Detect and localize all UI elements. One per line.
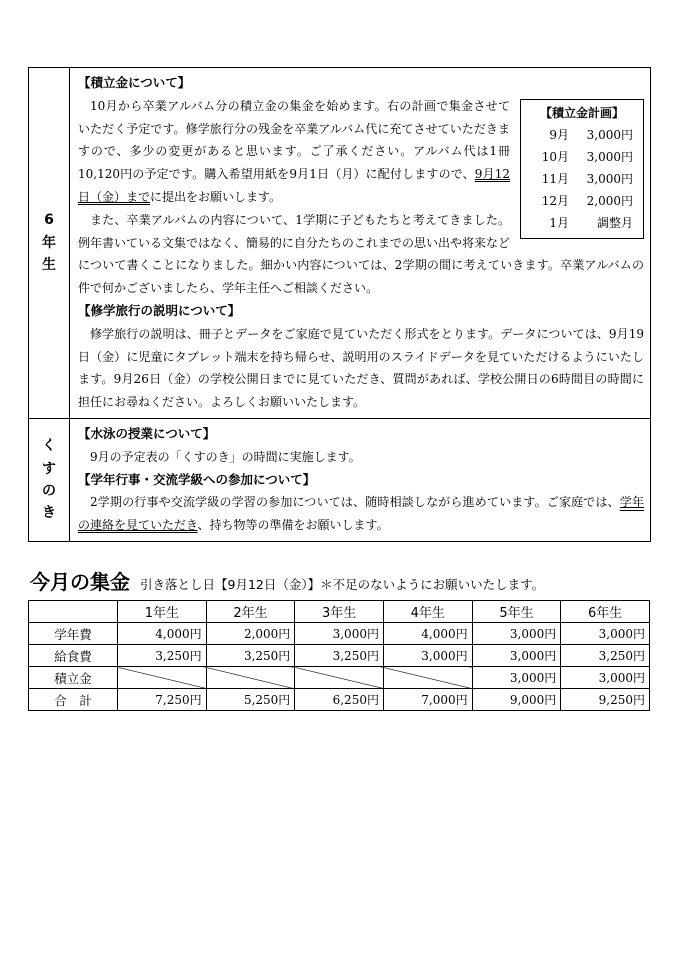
side-char: 生 bbox=[42, 257, 56, 274]
fees-header-cell: 1年生 bbox=[118, 601, 207, 623]
plan-title: 【積立金計画】 bbox=[539, 105, 624, 120]
fee-cell: 2,000円 bbox=[206, 623, 295, 645]
fees-header-cell: 6年生 bbox=[561, 601, 650, 623]
plan-row bbox=[521, 124, 643, 146]
total-cell: 7,250円 bbox=[118, 689, 207, 711]
fees-subtitle: 引き落とし日【9月12日（金）】＊不足のないようにお願いいたします。 bbox=[140, 577, 545, 592]
plan-month: 12月 bbox=[541, 193, 569, 208]
event-text: 2学期の行事や交流学級の学習の参加については、随時相談しながら進めています。ご家庭では、 bbox=[90, 495, 620, 510]
fees-title-line bbox=[30, 566, 660, 595]
side-char: く bbox=[42, 438, 56, 455]
savings-text-end: に提出をお願いします。 bbox=[150, 189, 282, 204]
fees-header-cell: 2年生 bbox=[206, 601, 295, 623]
plan-amount: 3,000円 bbox=[586, 171, 633, 186]
fee-cell: 4,000円 bbox=[383, 623, 472, 645]
total-cell: 9,250円 bbox=[561, 689, 650, 711]
savings-text: 10月から卒業アルバム分の積立金の集金を始めます。右の計画で集金させていただく予定です。修学旅行分の残金を卒業アルバム代に充てさせていただきますので、多少の変更があると思います。ご了承ください。アルバム代は1冊10,120円の予定です。購入希望用紙を9月1日（月）に配付しますので、 bbox=[78, 98, 510, 182]
fees-header-cell: 4年生 bbox=[383, 601, 472, 623]
swim-paragraph: 9月の予定表の「くすのき」の時間に実施します。 bbox=[90, 449, 361, 464]
row-label: 学年費 bbox=[29, 623, 118, 645]
table-row bbox=[29, 667, 650, 689]
fee-cell: 3,000円 bbox=[561, 667, 650, 689]
grade6-side-label bbox=[29, 68, 70, 418]
empty-diagonal-cell bbox=[206, 667, 295, 689]
fee-cell: 3,250円 bbox=[206, 645, 295, 667]
kusunoki-section bbox=[29, 419, 650, 541]
empty-diagonal-cell bbox=[383, 667, 472, 689]
fee-cell: 3,000円 bbox=[472, 645, 561, 667]
row-label: 積立金 bbox=[29, 667, 118, 689]
fee-cell: 3,250円 bbox=[561, 645, 650, 667]
grade6-section bbox=[29, 68, 650, 419]
fee-cell: 4,000円 bbox=[118, 623, 207, 645]
notice-box bbox=[28, 67, 651, 542]
trip-heading: 【修学旅行の説明について】 bbox=[78, 302, 241, 318]
event-text-end: 、持ち物等の準備をお願いします。 bbox=[197, 518, 389, 533]
fees-header-cell: 5年生 bbox=[472, 601, 561, 623]
fee-cell: 3,250円 bbox=[295, 645, 384, 667]
row-label: 給食費 bbox=[29, 645, 118, 667]
total-cell: 7,000円 bbox=[383, 689, 472, 711]
plan-month: 11月 bbox=[541, 171, 569, 186]
empty-diagonal-cell bbox=[118, 667, 207, 689]
side-char: す bbox=[42, 460, 56, 477]
side-char: 年 bbox=[42, 234, 56, 251]
empty-diagonal-cell bbox=[295, 667, 384, 689]
fees-header-cell bbox=[29, 601, 118, 623]
fees-table bbox=[28, 600, 650, 711]
trip-paragraph: 修学旅行の説明は、冊子とデータをご家庭で見ていただく形式をとります。データについては、9月19日（金）に児童にタブレット端末を持ち帰らせ、説明用のスライドデータを見ていただけるようにいたします。9月26日（金）の学校公開日までに見ていただき、質問があれば、学校公開日の6時間目の時間に担任にお尋ねください。よろしくお願いいたします。 bbox=[78, 326, 644, 410]
plan-row bbox=[521, 168, 643, 190]
fees-header-row bbox=[29, 601, 650, 623]
plan-row bbox=[521, 146, 643, 168]
total-cell: 9,000円 bbox=[472, 689, 561, 711]
savings-plan-box bbox=[520, 99, 644, 239]
plan-row bbox=[521, 212, 643, 234]
grade6-content bbox=[70, 68, 650, 418]
album-paragraph: また、卒業アルバムの内容について、1学期に子どもたちと考えてきました。例年書いている文集ではなく、簡易的に自分たちのこれまでの思い出や将来などについて書くことになりました。細かい内容については、2学期の間に考えていきます。卒業アルバムの件で何かございましたら、学年主任へご相談ください。 bbox=[78, 212, 644, 296]
savings-heading: 【積立金について】 bbox=[78, 75, 191, 90]
fee-cell: 3,000円 bbox=[295, 623, 384, 645]
fee-cell: 3,000円 bbox=[472, 667, 561, 689]
fee-cell: 3,000円 bbox=[383, 645, 472, 667]
plan-amount: 調整月 bbox=[596, 215, 633, 230]
event-heading: 【学年行事・交流学級への参加について】 bbox=[78, 471, 316, 487]
table-row bbox=[29, 623, 650, 645]
plan-month: 9月 bbox=[549, 127, 569, 142]
plan-month: 1月 bbox=[549, 215, 569, 230]
plan-amount: 3,000円 bbox=[586, 149, 633, 164]
fees-title: 今月の集金 bbox=[30, 570, 130, 594]
total-cell: 5,250円 bbox=[206, 689, 295, 711]
table-row bbox=[29, 689, 650, 711]
fee-cell: 3,250円 bbox=[118, 645, 207, 667]
side-char: 6 bbox=[44, 212, 54, 229]
row-label: 合 計 bbox=[29, 689, 118, 711]
side-char: き bbox=[42, 505, 56, 522]
plan-amount: 2,000円 bbox=[586, 193, 633, 208]
kusunoki-side-label bbox=[29, 419, 70, 541]
fees-header-cell: 3年生 bbox=[295, 601, 384, 623]
table-row bbox=[29, 645, 650, 667]
swim-heading: 【水泳の授業について】 bbox=[78, 425, 216, 441]
event-paragraph bbox=[78, 491, 644, 537]
plan-month: 10月 bbox=[541, 149, 569, 164]
deadline-underline: 9月12日（金）まで bbox=[78, 167, 511, 204]
kusunoki-content bbox=[70, 419, 650, 541]
event-underline: 学年の連絡を見ていただき bbox=[78, 495, 644, 533]
plan-row bbox=[521, 190, 643, 212]
plan-amount: 3,000円 bbox=[586, 127, 633, 142]
side-char: の bbox=[42, 482, 56, 499]
fee-cell: 3,000円 bbox=[561, 623, 650, 645]
total-cell: 6,250円 bbox=[295, 689, 384, 711]
fee-cell: 3,000円 bbox=[472, 623, 561, 645]
